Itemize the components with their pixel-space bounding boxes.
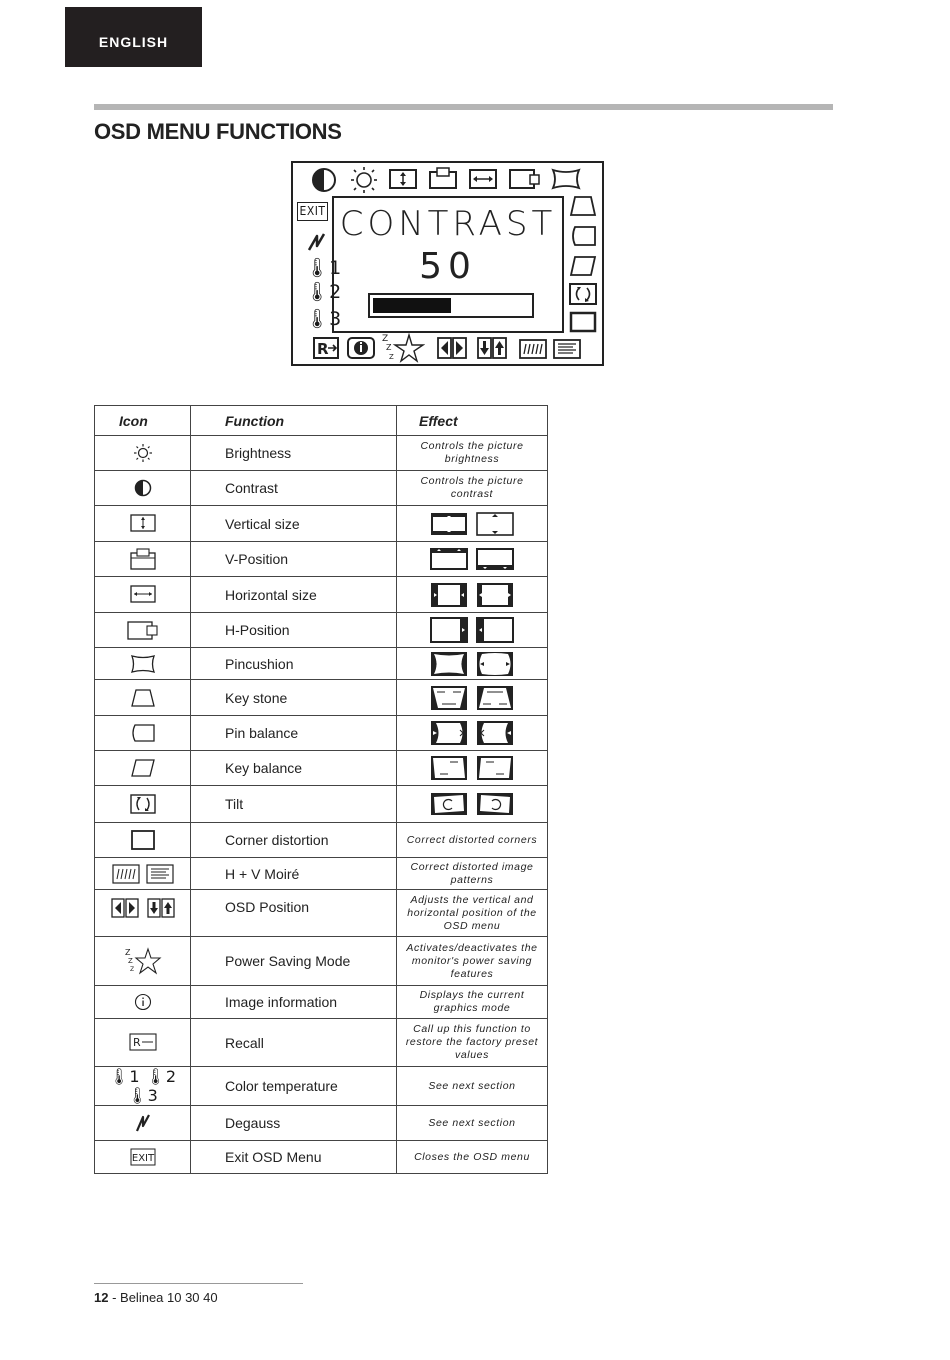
function-effect <box>397 506 548 542</box>
table-row <box>95 890 548 937</box>
svg-text:Z: Z <box>389 353 394 361</box>
pin-balance-right-icon <box>430 720 468 746</box>
h-position-left-icon <box>476 617 514 643</box>
horizontal-size-expand-icon <box>476 582 514 608</box>
function-effect: Displays the current graphics mode <box>397 986 548 1019</box>
header-effect: Effect <box>397 406 548 436</box>
contrast-icon <box>311 167 337 193</box>
function-effect: Controls the picture contrast <box>397 471 548 506</box>
info-icon <box>347 337 375 359</box>
function-name: Brightness <box>191 436 397 471</box>
footer-rule <box>94 1283 303 1284</box>
recall-icon <box>313 337 339 359</box>
svg-text:R: R <box>317 340 329 358</box>
function-effect <box>397 613 548 648</box>
tilt-icon <box>130 794 156 814</box>
function-effect: See next section <box>397 1106 548 1141</box>
function-name: Corner distortion <box>191 823 397 858</box>
color-temp-3-icon: 🌡︎3 <box>127 1086 158 1105</box>
color-temperature-icon <box>95 1067 191 1106</box>
h-moire-icon <box>112 864 140 884</box>
function-effect <box>397 716 548 751</box>
svg-text:Z: Z <box>129 966 134 973</box>
table-row <box>95 1141 548 1174</box>
table-row <box>95 1019 548 1067</box>
function-name: Vertical size <box>191 506 397 542</box>
thermometer-icon: 🌡︎ <box>305 257 330 279</box>
v-moire-icon <box>553 339 581 359</box>
header-icon: Icon <box>95 406 191 436</box>
svg-text:Z: Z <box>386 343 392 352</box>
function-effect <box>397 786 548 823</box>
color-temp-1-icon: 🌡︎1 <box>109 1067 140 1086</box>
table-row <box>95 786 548 823</box>
function-effect: Activates/deactivates the monitor's power saving features <box>397 937 548 986</box>
page-footer <box>94 1290 218 1305</box>
function-effect: Adjusts the vertical and horizontal position of the OSD menu <box>397 890 548 937</box>
table-row <box>95 613 548 648</box>
v-position-icon <box>429 167 457 189</box>
horizontal-size-icon <box>469 169 497 189</box>
key-balance-icon <box>569 255 597 277</box>
function-effect <box>397 680 548 716</box>
pincushion-out-icon <box>476 651 514 677</box>
function-effect: See next section <box>397 1067 548 1106</box>
function-name: Image information <box>191 986 397 1019</box>
v-position-up-icon <box>430 547 468 571</box>
function-name: V-Position <box>191 542 397 577</box>
table-row <box>95 937 548 986</box>
page-number: 12 <box>94 1290 109 1305</box>
pincushion-icon <box>130 654 156 674</box>
osd-up-down-icon <box>147 898 175 918</box>
table-row <box>95 1067 548 1106</box>
power-saving-icon <box>124 947 162 975</box>
v-moire-icon <box>146 864 174 884</box>
corner-distortion-icon <box>130 829 156 851</box>
v-position-down-icon <box>476 547 514 571</box>
function-name: Contrast <box>191 471 397 506</box>
function-effect: Controls the picture brightness <box>397 436 548 471</box>
function-name: H + V Moiré <box>191 858 397 890</box>
pin-balance-icon <box>130 723 156 743</box>
temp-label: 2 <box>329 281 342 303</box>
v-position-icon <box>130 548 156 570</box>
osd-up-down-icon <box>477 337 507 359</box>
temp-label: 3 <box>329 308 342 330</box>
function-name: Pincushion <box>191 648 397 680</box>
tilt-icon <box>569 283 597 305</box>
table-row <box>95 823 548 858</box>
function-name: Key stone <box>191 680 397 716</box>
temp-label: 1 <box>329 257 342 279</box>
osd-current-value: 50 <box>419 246 477 287</box>
osd-level-bar <box>368 293 534 318</box>
product-name: Belinea 10 30 40 <box>120 1290 218 1305</box>
function-effect: Correct distorted image patterns <box>397 858 548 890</box>
function-effect: Correct distorted corners <box>397 823 548 858</box>
function-name: Horizontal size <box>191 577 397 613</box>
osd-screen <box>332 196 564 333</box>
osd-exit-icon: EXIT <box>297 202 328 221</box>
function-name: Exit OSD Menu <box>191 1141 397 1174</box>
key-balance-left-icon <box>476 755 514 781</box>
vertical-size-expand-icon <box>476 512 514 536</box>
h-position-right-icon <box>430 617 468 643</box>
table-row <box>95 1106 548 1141</box>
key-balance-icon <box>130 758 156 778</box>
vertical-size-icon <box>130 514 156 532</box>
osd-current-label: CONTRAST <box>339 204 557 244</box>
table-row <box>95 648 548 680</box>
osd-left-right-icon <box>437 337 467 359</box>
key-stone-narrow-icon <box>430 685 468 711</box>
key-stone-wide-icon <box>476 685 514 711</box>
function-effect: Call up this function to restore the factory preset values <box>397 1019 548 1067</box>
function-table <box>94 405 548 1174</box>
osd-left-right-icon <box>111 898 139 918</box>
brightness-icon <box>349 166 379 194</box>
exit-label: EXIT <box>131 1152 154 1164</box>
function-name: Power Saving Mode <box>191 937 397 986</box>
key-balance-right-icon <box>430 755 468 781</box>
pincushion-in-icon <box>430 651 468 677</box>
function-name: Key balance <box>191 751 397 786</box>
header-rule <box>94 104 833 110</box>
pincushion-icon <box>551 168 581 190</box>
pin-balance-left-icon <box>476 720 514 746</box>
function-name: Degauss <box>191 1106 397 1141</box>
osd-level-fill <box>373 298 451 313</box>
table-row <box>95 858 548 890</box>
header-function: Function <box>191 406 397 436</box>
horizontal-size-shrink-icon <box>430 582 468 608</box>
contrast-icon <box>134 479 152 497</box>
vertical-size-icon <box>389 169 417 189</box>
degauss-icon <box>134 1113 152 1133</box>
brightness-icon <box>132 443 154 463</box>
function-effect <box>397 751 548 786</box>
h-position-icon <box>127 620 159 640</box>
power-saving-icon <box>381 333 425 363</box>
thermometer-icon: 🌡︎ <box>305 308 330 330</box>
recall-icon <box>129 1033 157 1051</box>
table-header-row <box>95 406 548 436</box>
osd-menu-illustration <box>291 161 604 366</box>
svg-text:Z: Z <box>127 957 133 965</box>
table-row <box>95 436 548 471</box>
key-stone-icon <box>569 195 597 217</box>
function-name: H-Position <box>191 613 397 648</box>
function-effect <box>397 542 548 577</box>
pin-balance-icon <box>569 225 597 247</box>
tilt-counterclockwise-icon <box>476 792 514 816</box>
function-effect: Closes the OSD menu <box>397 1141 548 1174</box>
degauss-icon <box>305 231 327 253</box>
h-moire-icon <box>519 339 547 359</box>
function-name: OSD Position <box>191 890 397 937</box>
function-name: Recall <box>191 1019 397 1067</box>
table-row <box>95 577 548 613</box>
h-position-icon <box>509 169 541 189</box>
function-effect <box>397 648 548 680</box>
function-name: Tilt <box>191 786 397 823</box>
info-icon <box>134 993 152 1011</box>
horizontal-size-icon <box>130 585 156 603</box>
color-temp-2-icon: 🌡︎2 <box>145 1067 176 1086</box>
corner-distortion-icon <box>569 311 597 333</box>
thermometer-icon: 🌡︎ <box>305 281 330 303</box>
table-row <box>95 680 548 716</box>
table-row <box>95 716 548 751</box>
tilt-clockwise-icon <box>430 792 468 816</box>
recall-label: R <box>132 1036 141 1050</box>
exit-icon <box>130 1148 156 1166</box>
section-title: OSD MENU FUNCTIONS <box>94 119 342 144</box>
table-row <box>95 751 548 786</box>
function-name: Pin balance <box>191 716 397 751</box>
table-row <box>95 471 548 506</box>
function-name: Color temperature <box>191 1067 397 1106</box>
vertical-size-shrink-icon <box>430 512 468 536</box>
table-row <box>95 986 548 1019</box>
footer-separator: - <box>108 1290 121 1305</box>
table-row <box>95 506 548 542</box>
key-stone-icon <box>130 688 156 708</box>
svg-text:Z: Z <box>124 948 130 957</box>
function-effect <box>397 577 548 613</box>
svg-text:Z: Z <box>382 334 389 344</box>
table-row <box>95 542 548 577</box>
language-tab: ENGLISH <box>65 7 202 67</box>
